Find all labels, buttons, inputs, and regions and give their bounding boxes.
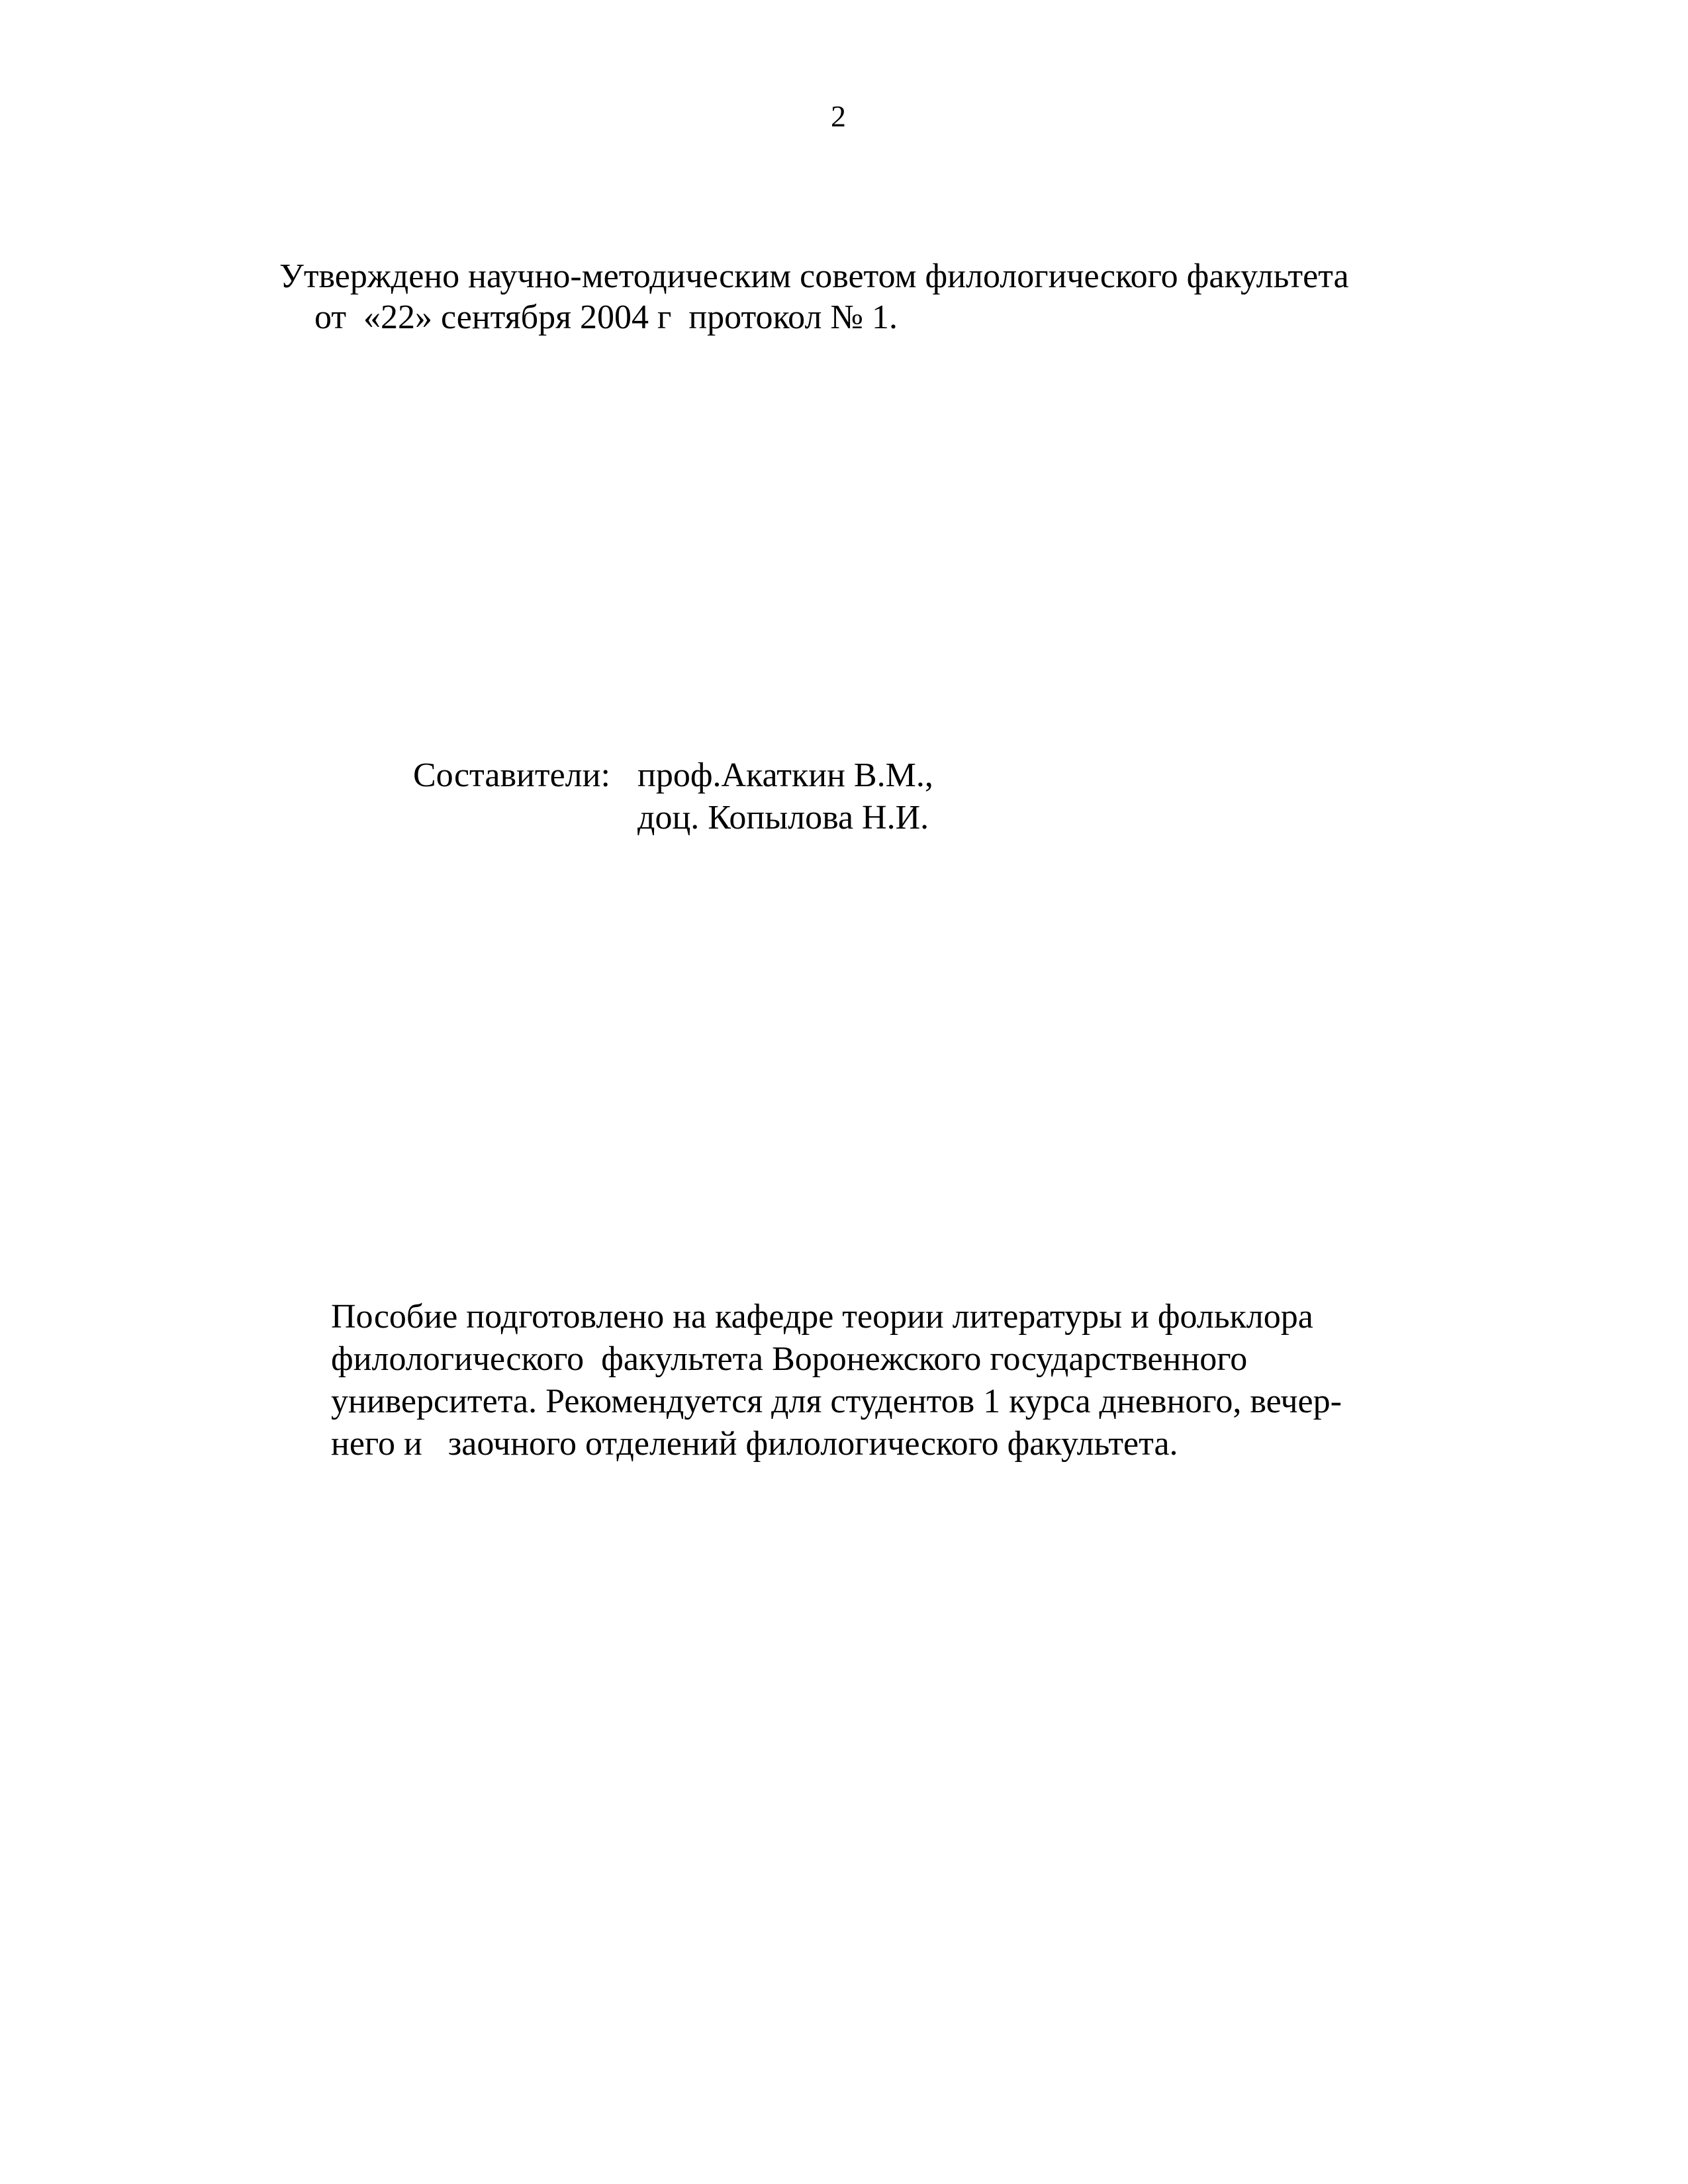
approval-text-line: Утверждено научно-методическим советом филологического факультета bbox=[279, 257, 1349, 295]
compiler-name: доц. Копылова Н.И. bbox=[637, 799, 929, 837]
note-line: филологического факультета Воронежского государственного bbox=[331, 1340, 1248, 1378]
note-line: университета. Рекомендуется для студентов 1 курса дневного, вечер- bbox=[331, 1383, 1342, 1420]
note-line: Пособие подготовлено на кафедре теории литературы и фольклора bbox=[331, 1298, 1313, 1336]
compilers-label: Составители: bbox=[413, 756, 610, 794]
compiler-name: проф.Акаткин В.М., bbox=[637, 756, 933, 794]
page-number: 2 bbox=[831, 99, 846, 133]
note-line: него и заочного отделений филологического факультета. bbox=[331, 1425, 1178, 1463]
approval-protocol-line: от «22» сентября 2004 г протокол № 1. bbox=[314, 298, 898, 336]
